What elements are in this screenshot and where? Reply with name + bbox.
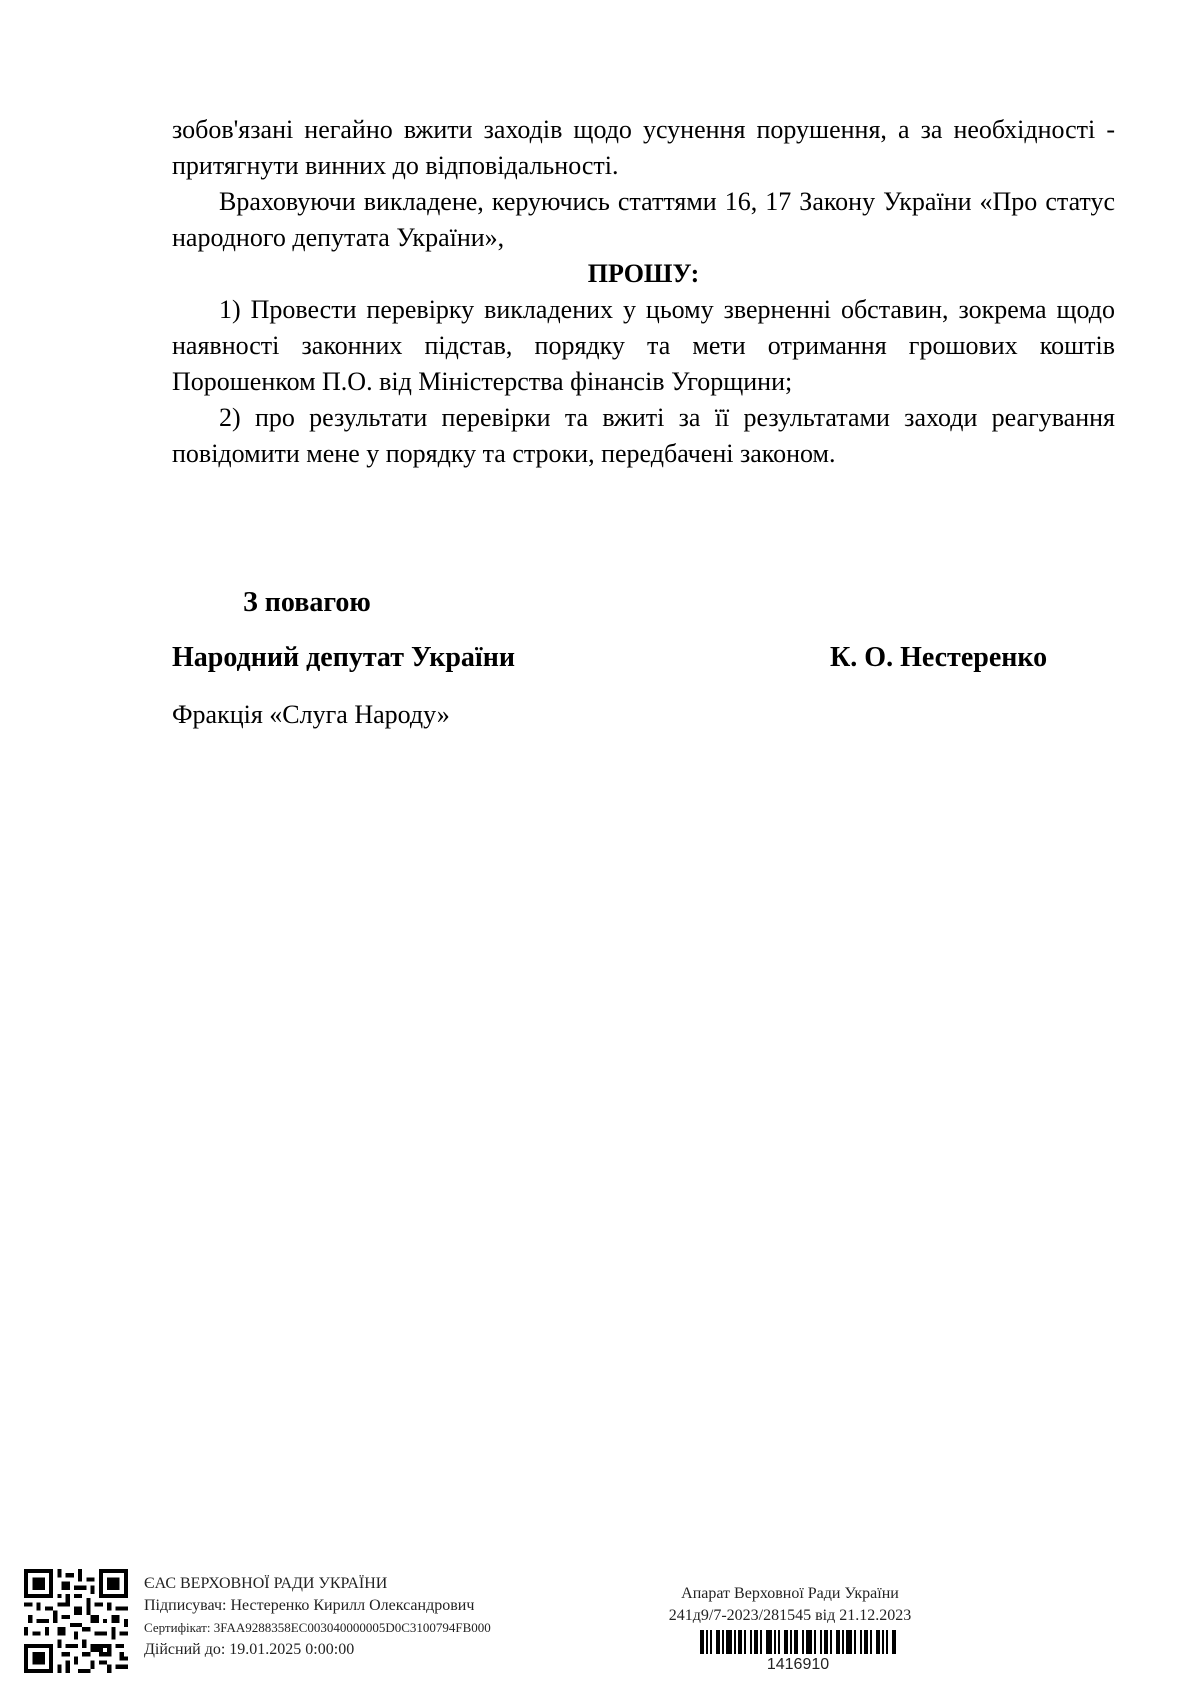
qr-code-icon	[24, 1569, 128, 1673]
stamp-signer: Підписувач: Нестеренко Кирилл Олександрович	[144, 1597, 475, 1614]
registry-mark	[620, 1583, 960, 1627]
closing-phrase: З повагою	[243, 587, 371, 618]
stamp-system: ЄАС ВЕРХОВНОЇ РАДИ УКРАЇНИ	[144, 1575, 388, 1592]
barcode-number: 1416910	[766, 1656, 830, 1673]
request-item-1: 1) Провести перевірку викладених у цьому зверненні обставин, зокрема щодо наявності законних підстав, порядку та мети отримання грошових коштів Порошенком П.О. від Міністерства фінансів Угорщини;	[172, 295, 1115, 396]
letter-body	[172, 112, 1115, 472]
barcode-icon	[700, 1630, 896, 1654]
stamp-certificate: Сертифікат: 3FAA9288358EC003040000005D0C3100794FB000	[144, 1620, 491, 1635]
registry-number: 241д9/7-2023/281545 від 21.12.2023	[668, 1607, 912, 1624]
paragraph-legal-basis: Враховуючи викладене, керуючись статтями 16, 17 Закону України «Про статус народного депутата України»,	[172, 187, 1115, 252]
paragraph-obligations: зобов'язані негайно вжити заходів щодо усунення порушення, а за необхідності - притягнути винних до відповідальності.	[172, 115, 1115, 180]
signer-faction: Фракція «Слуга Народу»	[172, 700, 450, 729]
registry-org: Апарат Верховної Ради України	[681, 1585, 899, 1602]
signer-title: Народний депутат України	[172, 642, 515, 673]
signer-name: К. О. Нестеренко	[830, 642, 1048, 673]
stamp-valid-until: Дійсний до: 19.01.2025 0:00:00	[144, 1641, 355, 1658]
request-item-2: 2) про результати перевірки та вжиті за її результатами заходи реагування повідомити мене у порядку та строки, передбачені законом.	[172, 403, 1115, 468]
electronic-signature-stamp	[144, 1573, 491, 1661]
request-heading: ПРОШУ:	[587, 259, 700, 288]
